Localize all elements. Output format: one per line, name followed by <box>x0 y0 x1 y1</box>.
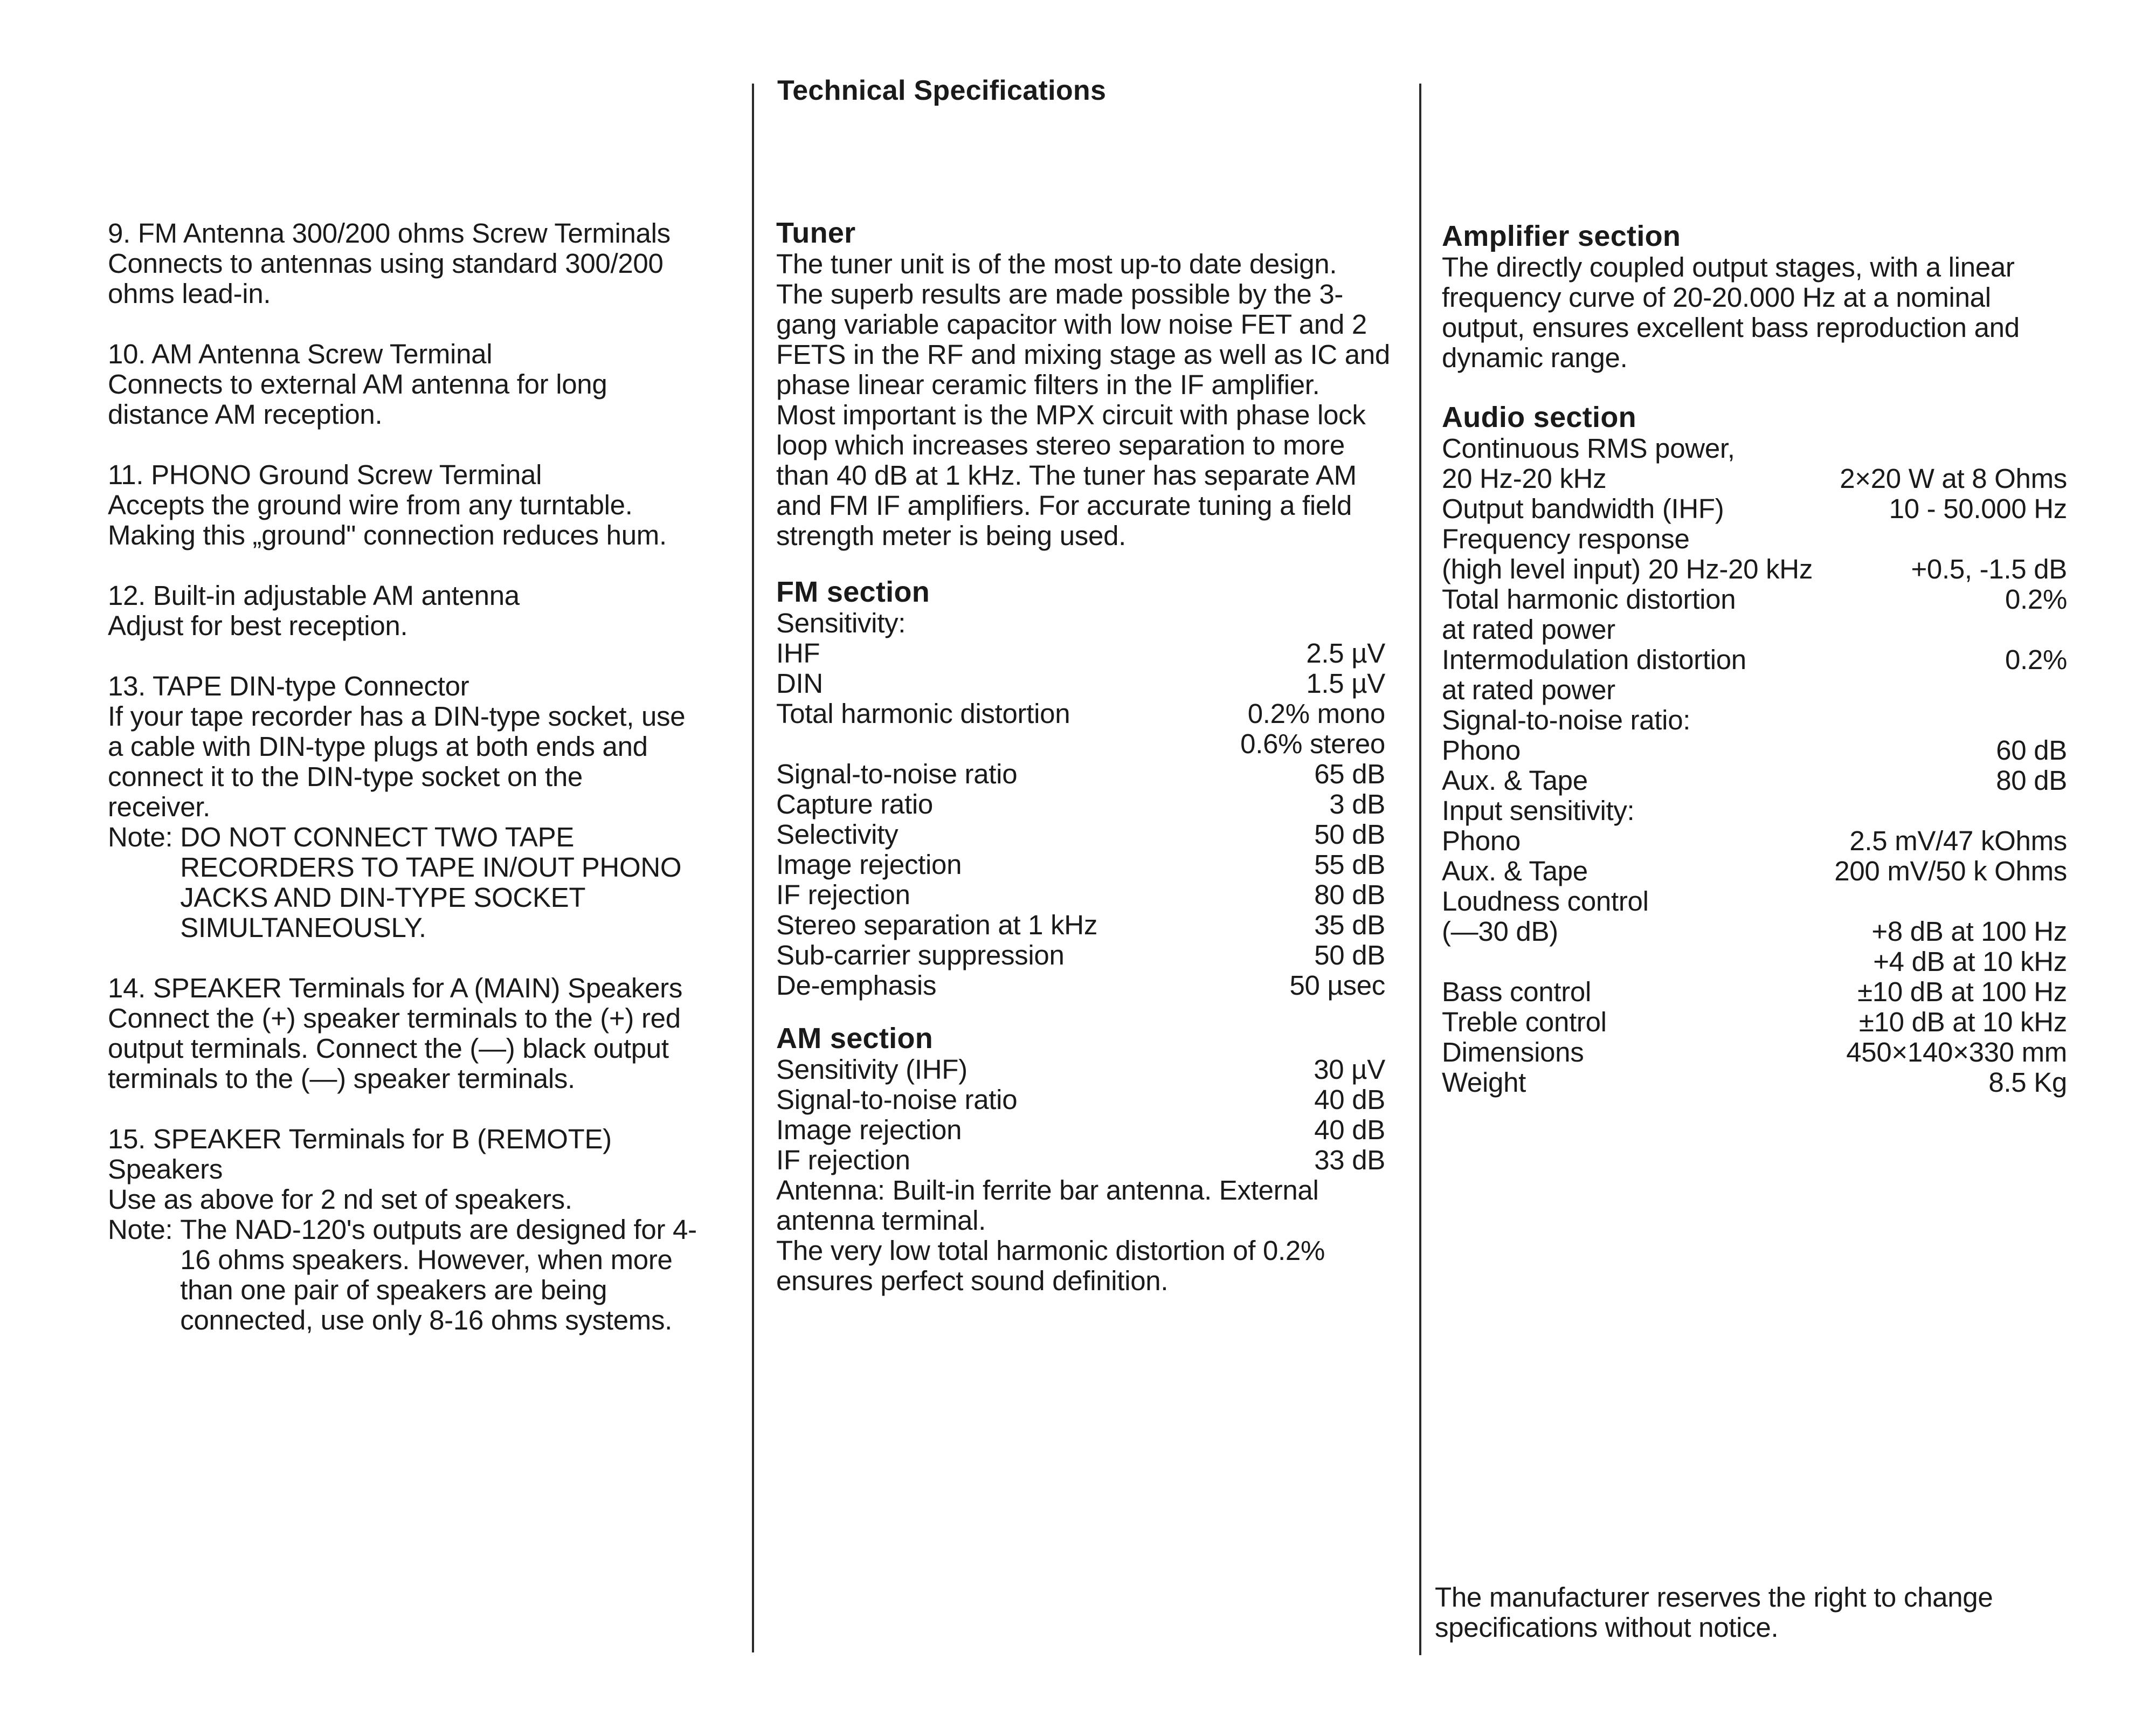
spec-value: 2.5 mV/47 kOhms <box>1849 825 2067 856</box>
spec-value: 0.2% mono <box>1247 698 1385 729</box>
spec-row <box>1442 917 2067 947</box>
spec-value: 30 µV <box>1314 1054 1385 1085</box>
spec-value: 50 µsec <box>1289 970 1385 1001</box>
spec-value: 2.5 µV <box>1306 638 1385 669</box>
spec-label: Weight <box>1442 1067 1526 1098</box>
spec-row <box>1442 947 2067 977</box>
spec-row <box>1442 856 2067 886</box>
spec-row <box>776 850 1385 880</box>
spec-value: 80 dB <box>1996 765 2067 796</box>
spec-label: (—30 dB) <box>1442 916 1558 947</box>
item-15 <box>108 1124 738 1335</box>
spec-label: at rated power <box>1442 614 1615 645</box>
column-divider-right <box>1419 84 1421 1655</box>
spec-row <box>1442 1007 2067 1037</box>
item-title: 14. SPEAKER Terminals for A (MAIN) Speakers <box>108 973 683 1003</box>
spec-row <box>776 880 1385 910</box>
spec-value: 10 - 50.000 Hz <box>1889 493 2067 524</box>
item-title: 10. AM Antenna Screw Terminal <box>108 339 493 369</box>
right-column <box>1442 220 2075 1098</box>
spec-label: Sub-carrier suppression <box>776 940 1065 970</box>
spec-label: Continuous RMS power, <box>1442 433 1735 464</box>
spec-row <box>776 819 1385 850</box>
note-text: DO NOT CONNECT TWO TAPE RECORDERS TO TAPE IN/OUT PHONO JACKS AND DIN-TYPE SOCKET SIMULTANEOUSLY. <box>180 822 682 943</box>
spec-row <box>1442 675 2067 705</box>
item-desc: Accepts the ground wire from any turntable. Making this „ground" connection reduces hum. <box>108 490 667 550</box>
item-desc: Connect the (+) speaker terminals to the (+) red output terminals. Connect the (—) black output terminals to the (—) speaker terminals. <box>108 1003 681 1094</box>
spec-label: Input sensitivity: <box>1442 795 1635 826</box>
spec-label: Signal-to-noise ratio: <box>1442 705 1691 735</box>
item-12 <box>108 581 738 641</box>
spec-row <box>1442 524 2067 554</box>
spec-label: Frequency response <box>1442 524 1690 554</box>
item-desc: Connects to antennas using standard 300/200 ohms lead-in. <box>108 248 664 309</box>
fm-sensitivity-label: Sensitivity: <box>776 608 906 638</box>
spec-row <box>1442 645 2067 675</box>
spec-row <box>776 970 1385 1001</box>
spec-label: Capture ratio <box>776 789 933 819</box>
item-desc: Adjust for best reception. <box>108 610 408 641</box>
footer-note: The manufacturer reserves the right to change specifications without notice. <box>1435 1582 1993 1643</box>
spec-row <box>1442 766 2067 796</box>
item-13 <box>108 671 738 943</box>
spec-label: at rated power <box>1442 674 1615 705</box>
spec-row <box>1442 977 2067 1007</box>
spec-row <box>776 1115 1385 1145</box>
spec-row <box>776 1085 1385 1115</box>
spec-value: 1.5 µV <box>1306 668 1385 699</box>
spec-label: IF rejection <box>776 879 910 910</box>
spec-value: 8.5 Kg <box>1988 1067 2067 1098</box>
spec-row <box>776 940 1385 970</box>
spec-label: Phono <box>1442 735 1521 766</box>
item-desc: If your tape recorder has a DIN-type socket, use a cable with DIN-type plugs at both ends and connect it to the DIN-type socket on the receiver. <box>108 701 686 822</box>
note-text: The NAD-120's outputs are designed for 4-16 ohms speakers. However, when more than one pair of speakers are being connected, use only 8-16 ohms systems. <box>180 1214 697 1335</box>
spec-label: Loudness control <box>1442 886 1649 917</box>
am-antenna-text: Antenna: Built-in ferrite bar antenna. External antenna terminal. <box>776 1175 1319 1236</box>
spec-row <box>776 699 1385 729</box>
spec-value: 60 dB <box>1996 735 2067 766</box>
spec-value: 0.2% <box>2005 584 2067 615</box>
item-11 <box>108 460 738 550</box>
item-title: 11. PHONO Ground Screw Terminal <box>108 459 542 490</box>
item-14 <box>108 973 738 1094</box>
spec-row <box>776 1055 1385 1085</box>
spec-row <box>776 669 1385 699</box>
item-title: 13. TAPE DIN-type Connector <box>108 671 469 701</box>
spec-label: Image rejection <box>776 849 962 880</box>
spec-label: Phono <box>1442 825 1521 856</box>
spec-row <box>1442 615 2067 645</box>
spec-label: (high level input) 20 Hz-20 kHz <box>1442 554 1813 584</box>
am-spec-table <box>776 1055 1385 1175</box>
am-closing-text: The very low total harmonic distortion of 0.2% ensures perfect sound definition. <box>776 1235 1325 1296</box>
spec-row <box>776 789 1385 819</box>
amplifier-heading: Amplifier section <box>1442 220 1681 252</box>
item-desc: Use as above for 2 nd set of speakers. <box>108 1184 572 1215</box>
spec-value: 0.2% <box>2005 644 2067 675</box>
spec-value: 55 dB <box>1314 849 1385 880</box>
amplifier-text: The directly coupled output stages, with a linear frequency curve of 20-20.000 Hz at a nominal output, ensures excellent bass reproduction and dynamic range. <box>1442 252 2020 373</box>
spec-value: 200 mV/50 k Ohms <box>1834 856 2067 886</box>
spec-row <box>776 729 1385 759</box>
spec-row <box>1442 705 2067 735</box>
spec-value: +4 dB at 10 kHz <box>1873 946 2067 977</box>
spec-row <box>1442 796 2067 826</box>
note-15 <box>108 1215 738 1335</box>
middle-column <box>776 217 1391 1296</box>
spec-value: 40 dB <box>1314 1114 1385 1145</box>
spec-label: Dimensions <box>1442 1037 1584 1067</box>
spec-value: 3 dB <box>1329 789 1385 819</box>
tuner-heading: Tuner <box>776 217 856 249</box>
spec-value: 50 dB <box>1314 940 1385 970</box>
spec-label: Intermodulation distortion <box>1442 644 1746 675</box>
spec-value: 33 dB <box>1314 1145 1385 1175</box>
spec-row <box>776 759 1385 789</box>
spec-row <box>1442 433 2067 464</box>
spec-row <box>776 910 1385 940</box>
spec-label: Image rejection <box>776 1114 962 1145</box>
fm-heading: FM section <box>776 576 930 608</box>
left-column <box>108 218 738 1335</box>
item-title: 15. SPEAKER Terminals for B (REMOTE) Speakers <box>108 1124 612 1184</box>
spec-label: Treble control <box>1442 1007 1607 1037</box>
audio-heading: Audio section <box>1442 401 1636 433</box>
spec-row <box>1442 584 2067 615</box>
spec-row <box>1442 554 2067 584</box>
spec-label: 20 Hz-20 kHz <box>1442 463 1607 494</box>
spec-row <box>1442 826 2067 856</box>
tuner-text-2: Most important is the MPX circuit with phase lock loop which increases stereo separation to more than 40 dB at 1 kHz. The tuner has separate AM and FM IF amplifiers. For accurate tuning a field strength meter is being used. <box>776 399 1366 551</box>
page-title: Technical Specifications <box>777 75 1107 106</box>
spec-row <box>1442 1037 2067 1067</box>
item-title: 12. Built-in adjustable AM antenna <box>108 580 520 611</box>
spec-label: De-emphasis <box>776 970 937 1001</box>
spec-value: +8 dB at 100 Hz <box>1871 916 2067 947</box>
spec-label: Signal-to-noise ratio <box>776 759 1018 789</box>
spec-label: DIN <box>776 668 823 699</box>
spec-label: Signal-to-noise ratio <box>776 1084 1018 1115</box>
spec-value: 80 dB <box>1314 879 1385 910</box>
note-13 <box>108 822 738 943</box>
spec-label: Bass control <box>1442 976 1592 1007</box>
spec-value: +0.5, -1.5 dB <box>1911 554 2067 584</box>
am-heading: AM section <box>776 1022 934 1055</box>
item-desc: Connects to external AM antenna for long distance AM reception. <box>108 369 607 430</box>
note-label: Note: <box>108 822 181 852</box>
note-label: Note: <box>108 1214 181 1245</box>
column-divider-left <box>752 84 754 1652</box>
spec-label: Aux. & Tape <box>1442 856 1588 886</box>
spec-row <box>776 638 1385 669</box>
spec-row <box>1442 886 2067 917</box>
item-title: 9. FM Antenna 300/200 ohms Screw Terminals <box>108 218 671 249</box>
spec-row <box>776 1145 1385 1175</box>
spec-label: Total harmonic distortion <box>776 698 1070 729</box>
item-9 <box>108 218 738 309</box>
spec-row <box>1442 735 2067 766</box>
spec-value: 2×20 W at 8 Ohms <box>1840 463 2067 494</box>
spec-row <box>1442 464 2067 494</box>
spec-label: Selectivity <box>776 819 899 850</box>
spec-value: 40 dB <box>1314 1084 1385 1115</box>
spec-value: 450×140×330 mm <box>1846 1037 2067 1067</box>
spec-label: Total harmonic distortion <box>1442 584 1736 615</box>
spec-label: Stereo separation at 1 kHz <box>776 910 1098 940</box>
item-10 <box>108 339 738 430</box>
audio-spec-table <box>1442 433 2067 1098</box>
spec-label: Aux. & Tape <box>1442 765 1588 796</box>
spec-value: ±10 dB at 100 Hz <box>1857 976 2067 1007</box>
spec-row <box>1442 1067 2067 1098</box>
spec-label: Output bandwidth (IHF) <box>1442 493 1724 524</box>
spec-label: IHF <box>776 638 820 669</box>
fm-spec-table <box>776 638 1385 1001</box>
spec-value: 35 dB <box>1314 910 1385 940</box>
spec-value: 50 dB <box>1314 819 1385 850</box>
spec-value: 65 dB <box>1314 759 1385 789</box>
spec-label: Sensitivity (IHF) <box>776 1054 968 1085</box>
spec-value: 0.6% stereo <box>1240 728 1385 759</box>
tuner-text-1: The tuner unit is of the most up-to date design. The superb results are made possible by the 3-gang variable capacitor with low noise FET and 2 FETS in the RF and mixing stage as well as IC and phase linear ceramic filters in the IF amplifier. <box>776 249 1390 400</box>
spec-label: IF rejection <box>776 1145 910 1175</box>
spec-row <box>1442 494 2067 524</box>
spec-value: ±10 dB at 10 kHz <box>1858 1007 2067 1037</box>
